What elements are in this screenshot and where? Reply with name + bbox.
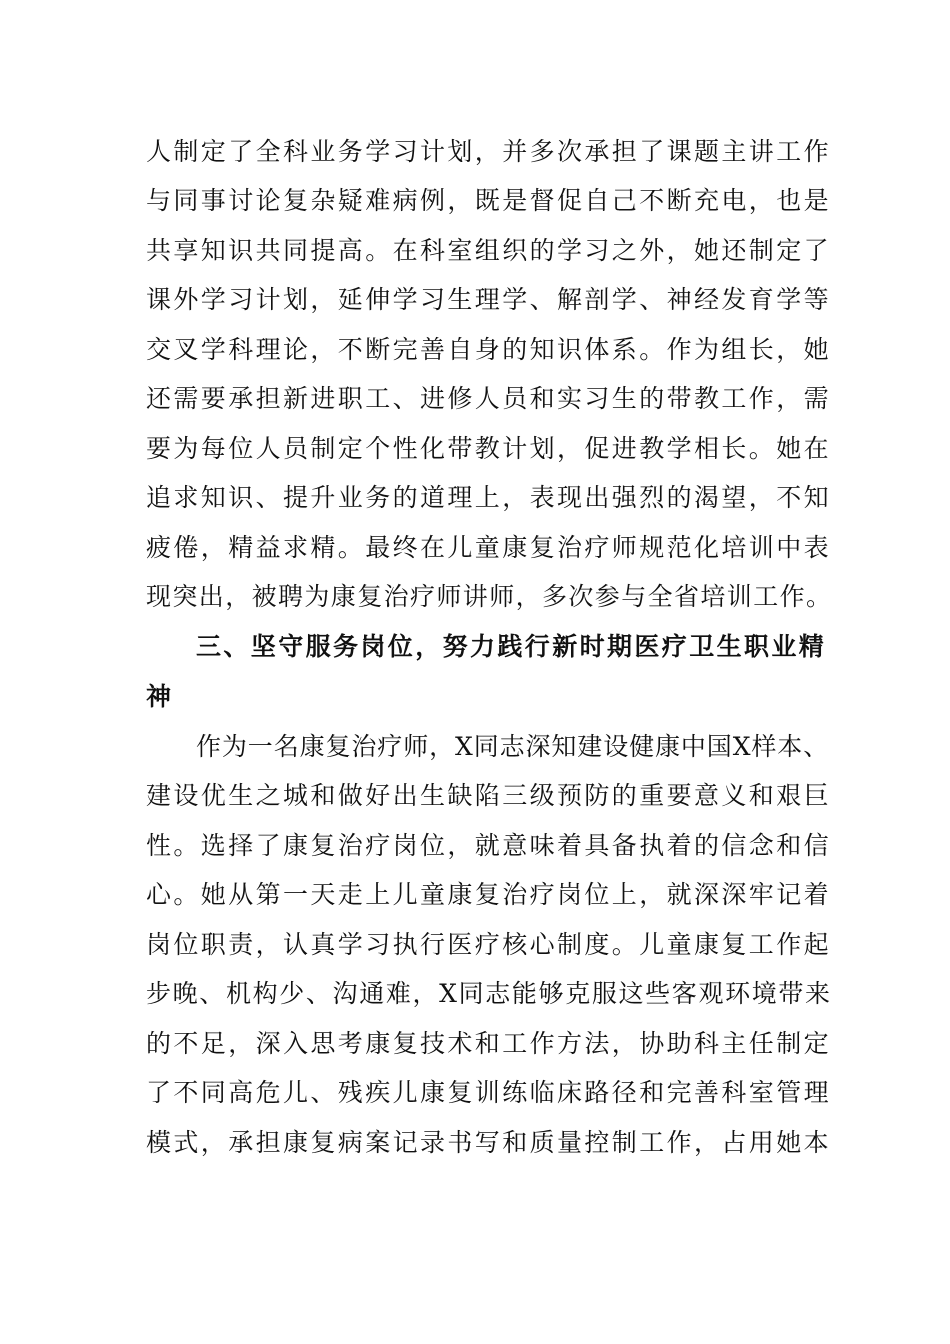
paragraph-line: 性。选择了康复治疗岗位，就意味着具备执着的信念和信: [146, 831, 832, 860]
paragraph-line: 的不足，深入思考康复技术和工作方法，协助科主任制定: [146, 1029, 832, 1058]
paragraph-line: 了不同高危儿、残疾儿康复训练临床路径和完善科室管理: [146, 1078, 832, 1107]
paragraph-line: 步晚、机构少、沟通难，X同志能够克服这些客观环境带来: [146, 979, 832, 1008]
paragraph-line: 追求知识、提升业务的道理上，表现出强烈的渴望，不知: [146, 483, 832, 512]
paragraph-line: 疲倦，精益求精。最终在儿童康复治疗师规范化培训中表: [146, 533, 832, 562]
paragraph-line: 共享知识共同提高。在科室组织的学习之外，她还制定了: [146, 236, 832, 265]
section-heading: 三、坚守服务岗位，努力践行新时期医疗卫生职业精: [196, 632, 827, 661]
paragraph-line: 与同事讨论复杂疑难病例，既是督促自己不断充电，也是: [146, 186, 832, 215]
paragraph-line: 还需要承担新进职工、进修人员和实习生的带教工作，需: [146, 384, 832, 413]
paragraph-line: 交叉学科理论，不断完善自身的知识体系。作为组长，她: [146, 335, 832, 364]
section-heading-continuation: 神: [146, 682, 174, 711]
paragraph-line: 作为一名康复治疗师，X同志深知建设健康中国X样本、: [196, 732, 830, 761]
paragraph-line: 要为每位人员制定个性化带教计划，促进教学相长。她在: [146, 434, 832, 463]
paragraph-line: 心。她从第一天走上儿童康复治疗岗位上，就深深牢记着: [146, 880, 832, 909]
paragraph-line: 课外学习计划，延伸学习生理学、解剖学、神经发育学等: [146, 285, 832, 314]
paragraph-line: 人制定了全科业务学习计划，并多次承担了课题主讲工作: [146, 137, 832, 166]
paragraph-line: 建设优生之城和做好出生缺陷三级预防的重要意义和艰巨: [146, 781, 832, 810]
paragraph-line: 现突出，被聘为康复治疗师讲师，多次参与全省培训工作。: [146, 582, 833, 611]
paragraph-line: 岗位职责，认真学习执行医疗核心制度。儿童康复工作起: [146, 930, 832, 959]
paragraph-line: 模式，承担康复病案记录书写和质量控制工作，占用她本: [146, 1128, 832, 1157]
